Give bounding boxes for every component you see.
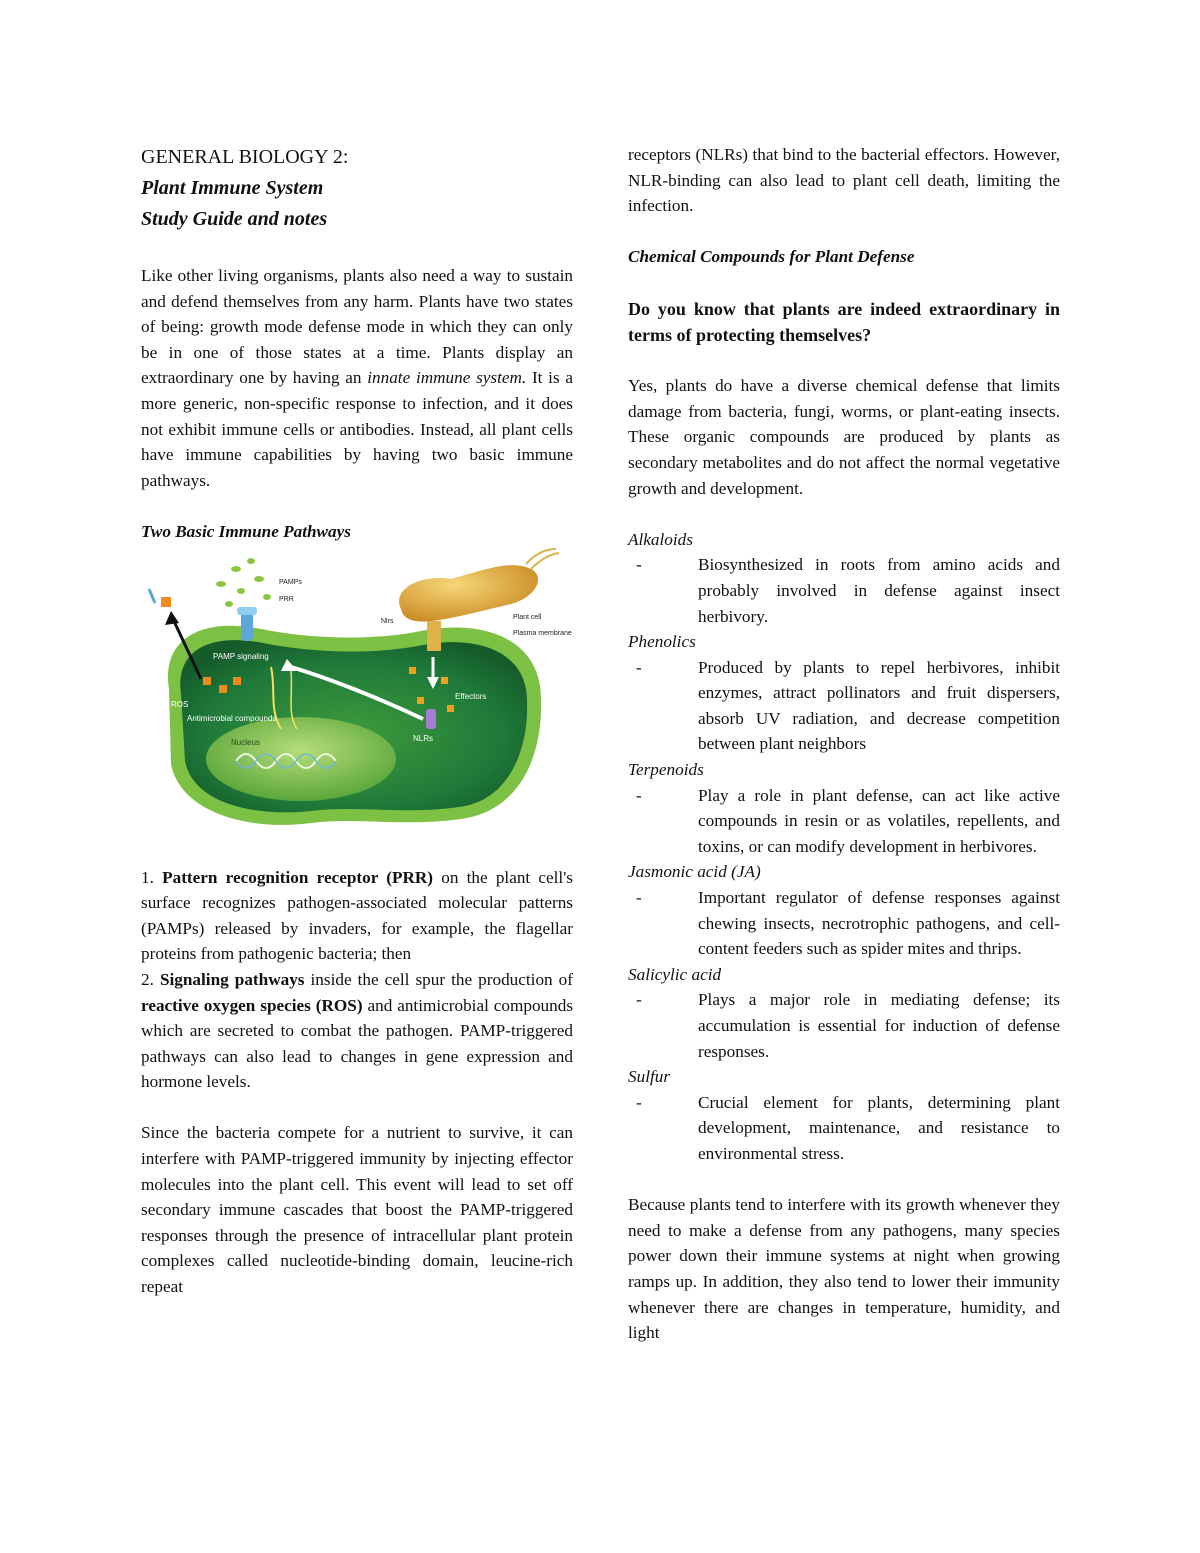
topic-title: Plant Immune System — [141, 177, 324, 199]
svg-text:Plasma membrane: Plasma membrane — [513, 629, 572, 637]
bullet-dash: - — [636, 990, 642, 1010]
compound-description-text: Produced by plants to repel herbivores, inhibit enzymes, attract pollinators and fruit dispersers, absorb UV radiation, and decrease competition between plant neighbors — [698, 657, 1060, 754]
svg-text:Nlrs: Nlrs — [381, 617, 394, 625]
chem-heading: Chemical Compounds for Plant Defense — [628, 247, 915, 267]
compound-name: Salicylic acid — [628, 964, 722, 984]
compound-name: Terpenoids — [628, 760, 704, 780]
svg-text:Effectors: Effectors — [455, 691, 487, 701]
svg-text:ROS: ROS — [171, 699, 189, 709]
pamps-particles — [216, 558, 271, 607]
compound-description — [628, 552, 1060, 629]
answer-paragraph: Yes, plants do have a diverse chemical defense that limits damage from bacteria, fungi, worms, or plant-eating insects. These organic compounds are produced by plants as secondary metabolites and do not affect the normal vegetative growth and development. — [628, 376, 1060, 498]
right-column — [628, 142, 1060, 1346]
bullet-dash: - — [636, 555, 642, 575]
course-title: GENERAL BIOLOGY 2: — [141, 146, 349, 168]
compound-description-text: Plays a major role in mediating defense; its accumulation is essential for induction of defense responses. — [698, 990, 1060, 1061]
bullet-dash: - — [636, 1092, 642, 1112]
prr-receptor — [241, 611, 253, 641]
svg-text:PRR: PRR — [279, 595, 294, 603]
question: Do you know that plants are indeed extraordinary in terms of protecting themselves? — [628, 298, 1060, 345]
continued-paragraph: receptors (NLRs) that bind to the bacterial effectors. However, NLR-binding can also lead to plant cell death, limiting the infection. — [628, 145, 1060, 216]
nlr-complex — [426, 709, 436, 729]
svg-text:PAMPs: PAMPs — [279, 578, 302, 586]
compound-name: Alkaloids — [628, 529, 693, 549]
step-1: 1. Pattern recognition receptor (PRR) on the plant cell's surface recognizes pathogen-associated molecular patterns (PAMPs) released by invaders, for example, the flagellar proteins from pathogenic bacteria; then — [141, 867, 573, 964]
bullet-dash: - — [636, 657, 642, 677]
svg-text:Nucleus: Nucleus — [231, 737, 260, 747]
compound-description — [628, 987, 1060, 1064]
compound-description — [628, 783, 1060, 860]
svg-text:Antimicrobial compounds: Antimicrobial compounds — [187, 713, 277, 723]
compound-description — [628, 885, 1060, 962]
left-column — [141, 142, 573, 1300]
compound-description-text: Crucial element for plants, determining plant development, maintenance, and resistance to environmental stress. — [698, 1092, 1060, 1163]
intro-paragraph: Like other living organisms, plants also need a way to sustain and defend themselves from any harm. Plants have two states of being: growth mode defense mode in which they can only be in one of those states at a time. Plants display an extraordinary one by having an innate immune system. It is a more generic, non-specific response to infection, and it does not exhibit immune cells or antibodies. Instead, all plant cells have immune capabilities by having two basic immune pathways. — [141, 266, 574, 490]
closing-paragraph: Because plants tend to interfere with its growth whenever they need to make a defense from any pathogens, many species power down their immune systems at night when growing ramps up. In addition, they also tend to lower their immunity whenever there are changes in temperature, humidity, and light — [628, 1195, 1060, 1343]
effector-paragraph: Since the bacteria compete for a nutrient to survive, it can interfere with PAMP-triggered immunity by injecting effector molecules into the plant cell. This event will lead to set off secondary immune cascades that boost the PAMP-triggered responses through the presence of intracellular plant protein complexes called nucleotide-binding domain, leucine-rich repeat — [141, 1123, 573, 1297]
compound-description — [628, 655, 1060, 757]
svg-text:Plant cell: Plant cell — [513, 613, 542, 621]
compound-description-text: Play a role in plant defense, can act like active compounds in resin or as volatiles, repellents, and toxins, or can modify development in herbivores. — [698, 785, 1060, 856]
compound-name: Phenolics — [628, 632, 696, 652]
compound-list — [628, 527, 1060, 1167]
compound-description-text: Important regulator of defense responses against chewing insects, necrotrophic pathogens, and cell-content feeders such as spider mites and thrips. — [698, 888, 1060, 959]
compound-description — [628, 1090, 1060, 1167]
pathways-heading: Two Basic Immune Pathways — [141, 521, 351, 541]
immune-pathway-diagram — [141, 549, 572, 849]
innate-immune-term: innate immune system. — [367, 368, 527, 388]
subtitle: Study Guide and notes — [141, 208, 328, 230]
compound-description-text: Biosynthesized in roots from amino acids and probably involved in defense against insect herbivory. — [698, 555, 1060, 626]
compound-name: Sulfur — [628, 1067, 671, 1087]
bullet-dash: - — [636, 785, 642, 805]
svg-text:PAMP signaling: PAMP signaling — [213, 651, 269, 661]
svg-text:NLRs: NLRs — [413, 733, 434, 743]
nucleus — [206, 717, 396, 801]
bullet-dash: - — [636, 888, 642, 908]
step-2: 2. Signaling pathways inside the cell spur the production of reactive oxygen species (ROS) and antimicrobial compounds which are secreted to combat the pathogen. PAMP-triggered pathways can also lead to changes in gene expression and hormone levels. — [141, 969, 574, 1092]
compound-name: Jasmonic acid (JA) — [628, 862, 761, 882]
